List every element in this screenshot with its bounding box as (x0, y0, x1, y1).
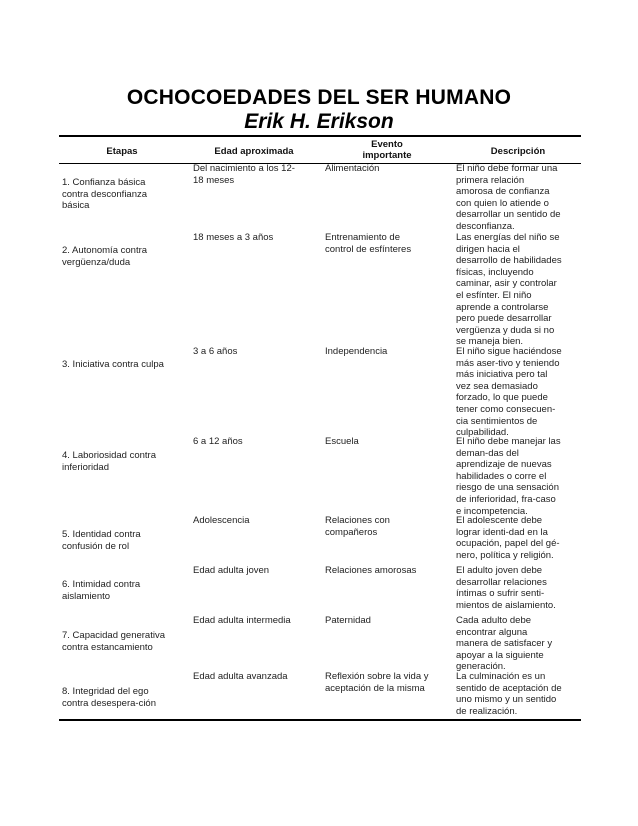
header-etapas: Etapas (106, 146, 138, 157)
row-2-evento: Entrenamiento de control de esfínteres (325, 232, 412, 255)
row-8-descripcion: La culminación es un sentido de aceptación de uno mismo y un sentido de realización. (456, 671, 562, 717)
row-3-evento: Independencia (325, 346, 388, 357)
row-4-evento: Escuela (325, 436, 359, 447)
row-8-evento: Reflexión sobre la vida y aceptación de la misma (325, 671, 429, 694)
header-edad: Edad aproximada (214, 146, 294, 157)
row-2-edad: 18 meses a 3 años (193, 232, 274, 243)
row-2-descripcion: Las energías del niño se dirigen hacia el desarrollo de habilidades físicas, incluyendo caminar, asir y controlar el esfínter. El niño aprende a controlarse pero puede desarrollar vergüenza y duda si no se maneja bien. (456, 232, 562, 348)
row-1-edad: Del nacimiento a los 12- 18 meses (193, 163, 295, 186)
row-7-evento: Paternidad (325, 615, 371, 626)
row-4-edad: 6 a 12 años (193, 436, 243, 447)
row-8-edad: Edad adulta avanzada (193, 671, 288, 682)
header-descripcion: Descripción (490, 146, 546, 157)
row-5-evento: Relaciones con compañeros (325, 515, 390, 538)
row-6-etapa: 6. Intimidad contra aislamiento (62, 579, 141, 602)
row-1-etapa: 1. Confianza básica contra desconfianza básica (62, 177, 148, 212)
row-4-etapa: 4. Laboriosidad contra inferioridad (62, 450, 157, 473)
header-evento: Evento importante (362, 139, 412, 161)
row-3-etapa: 3. Iniciativa contra culpa (62, 359, 164, 370)
document-author: Erik H. Erikson (244, 110, 394, 133)
row-8-etapa: 8. Integridad del ego contra desespera-ción (62, 686, 156, 709)
row-2-etapa: 2. Autonomía contra vergüenza/duda (62, 245, 148, 268)
row-5-etapa: 5. Identidad contra confusión de rol (62, 529, 141, 552)
row-3-edad: 3 a 6 años (193, 346, 238, 357)
row-3-descripcion: El niño sigue haciéndose más aser-tivo y teniendo más iniciativa pero tal vez sea demasiado forzado, lo que puede tener como consecuen- cia sentimientos de culpabilidad. (456, 346, 562, 439)
row-7-edad: Edad adulta intermedia (193, 615, 291, 626)
row-1-evento: Alimentación (325, 163, 380, 174)
row-4-descripcion: El niño debe manejar las deman-das del aprendizaje de nuevas habilidades o corre el riesgo de una sensación de inferioridad, fra-caso e incompetencia. (456, 436, 561, 517)
row-6-evento: Relaciones amorosas (325, 565, 417, 576)
row-7-descripcion: Cada adulto debe encontrar alguna manera de satisfacer y apoyar a la siguiente generación. (456, 615, 553, 673)
row-7-etapa: 7. Capacidad generativa contra estancamiento (62, 630, 165, 653)
row-6-descripcion: El adulto joven debe desarrollar relaciones íntimas o sufrir senti- mientos de aislamiento. (456, 565, 556, 611)
document-title: OCHOCOEDADES DEL SER HUMANO (126, 86, 512, 109)
table-bottom-rule (59, 719, 581, 721)
row-5-descripcion: El adolescente debe lograr identi-dad en la ocupación, papel del gé- nero, política y religión. (456, 515, 560, 561)
row-5-edad: Adolescencia (193, 515, 250, 526)
row-1-descripcion: El niño debe formar una primera relación amorosa de confianza con quien lo atiende o desarrollar un sentido de desconfianza. (456, 163, 561, 232)
table-top-rule (59, 135, 581, 137)
row-6-edad: Edad adulta joven (193, 565, 270, 576)
